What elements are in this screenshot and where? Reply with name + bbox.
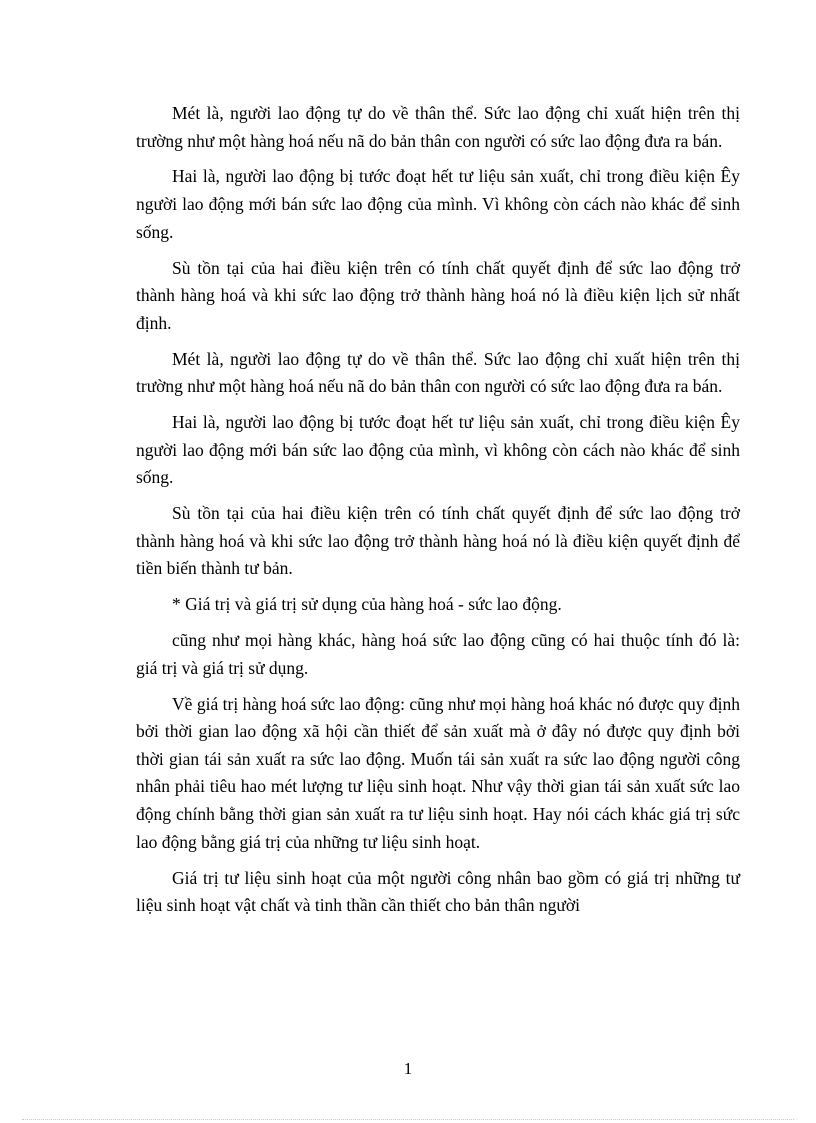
paragraph-6: Sù tồn tại của hai điều kiện trên có tính chất quyết định để sức lao động trở thành hàng hoá và khi sức lao động trở thành hàng hoá nó là điều kiện quyết định để tiền biến thành tư bản. <box>136 503 740 579</box>
paragraph-10: Giá trị tư liệu sinh hoạt của một người công nhân bao gồm có giá trị những tư liệu sinh hoạt vật chất và tinh thần cần thiết cho bản thân người <box>136 867 740 916</box>
document-body <box>136 100 740 928</box>
paragraph-4: Mét là, người lao động tự do về thân thể. Sức lao động chỉ xuất hiện trên thị trường như một hàng hoá nếu nã do bản thân con người có sức lao động đưa ra bán. <box>136 348 740 397</box>
section-heading: * Giá trị và giá trị sử dụng của hàng hoá - sức lao động. <box>172 594 562 615</box>
paragraph-3: Sù tồn tại của hai điều kiện trên có tính chất quyết định để sức lao động trở thành hàng hoá và khi sức lao động trở thành hàng hoá nó là điều kiện lịch sử nhất định. <box>136 257 740 333</box>
paragraph-1: Mét là, người lao động tự do về thân thể. Sức lao động chỉ xuất hiện trên thị trường như một hàng hoá nếu nã do bản thân con người có sức lao động đưa ra bán. <box>136 103 740 151</box>
page-bottom-border <box>22 1119 794 1120</box>
page-number: 1 <box>403 1059 413 1078</box>
paragraph-5: Hai là, người lao động bị tước đoạt hết tư liệu sản xuất, chỉ trong điều kiện Êy người lao động mới bán sức lao động của mình, vì không còn cách nào khác để sinh sống. <box>136 412 740 488</box>
paragraph-8: cũng như mọi hàng khác, hàng hoá sức lao động cũng có hai thuộc tính đó là: giá trị và giá trị sử dụng. <box>136 630 740 678</box>
paragraph-9: Về giá trị hàng hoá sức lao động: cũng như mọi hàng hoá khác nó được quy định bởi thời gian lao động xã hội cần thiết để sản xuất mà ở đây nó được quy định bởi thời gian tái sản xuất ra sức lao động. Muốn tái sản xuất ra sức lao động người công nhân phải tiêu hao mét lượng tư liệu sinh hoạt. Như vậy thời gian tái sản xuất sức lao động chính bằng thời gian sản xuất ra tư liệu sinh hoạt. Hay nói cách khác giá trị sức lao động bằng giá trị của những tư liệu sinh hoạt. <box>136 693 740 852</box>
paragraph-2: Hai là, người lao động bị tước đoạt hết tư liệu sản xuất, chỉ trong điều kiện Êy người lao động mới bán sức lao động của mình. Vì không còn cách nào khác để sinh sống. <box>136 166 740 242</box>
